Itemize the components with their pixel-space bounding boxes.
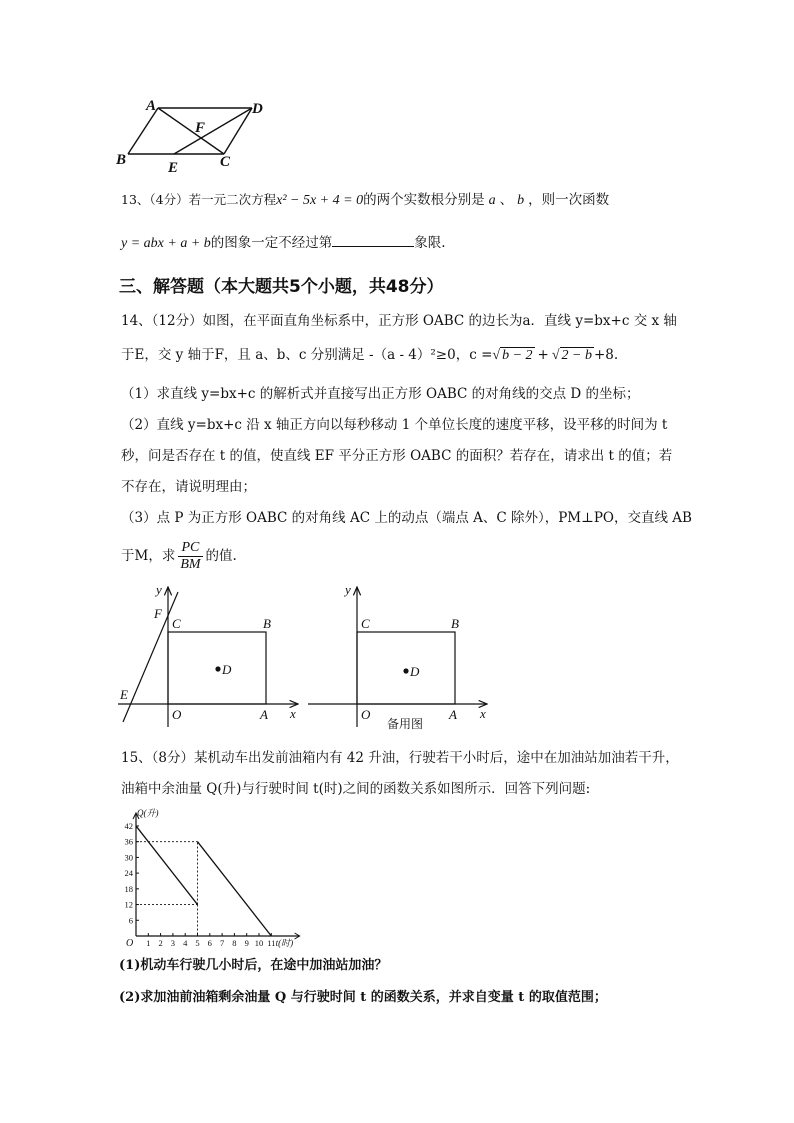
q13-root-a: a (488, 193, 496, 208)
q14-part3-line2 (121, 536, 237, 576)
label-B: B (451, 616, 459, 631)
label-A: A (146, 98, 157, 114)
series-line-1 (136, 826, 198, 905)
q13-root-b: b (517, 193, 525, 208)
q15-question2: (2)求加油前油箱剩余油量 Q 与行驶时间 t 的函数关系，并求自变量 t 的取值范围； (119, 990, 607, 1005)
label-E: E (168, 160, 179, 176)
edge-DC (224, 108, 252, 154)
origin-label: O (126, 938, 134, 948)
label-C: C (361, 616, 370, 631)
q14-part2-line1: （2）直线 y=bx+c 沿 x 轴正方向以每秒移动 1 个单位长度的速度平移，设平移的时间为 t (121, 417, 668, 433)
q13-sep: 、 (499, 192, 514, 208)
label-y: y (156, 582, 162, 597)
q14-line2 (121, 345, 618, 366)
q14-sqrt2: √ 2 − b (551, 348, 592, 363)
x-tick-label: 10 (254, 938, 264, 948)
label-D: D (222, 662, 232, 677)
square-OABC (357, 632, 455, 704)
x-tick-label: 9 (244, 938, 249, 948)
q13-answer-blank[interactable] (332, 232, 414, 247)
x-tick-label: 8 (232, 938, 237, 948)
label-F: F (154, 606, 162, 621)
x-tick-label: 7 (219, 938, 225, 948)
q14-part3-pre: 于M，求 (121, 548, 176, 564)
label-D: D (252, 101, 263, 117)
y-tick-label: 36 (124, 836, 133, 847)
section-3-title: 三、解答题（本大题共5个小题，共48分） (119, 277, 444, 297)
x-tick-label: 11 (267, 938, 276, 948)
x-tick-label: 3 (170, 938, 176, 948)
label-x: x (480, 706, 486, 721)
parallelogram-figure (112, 96, 272, 178)
y-tick-label: 12 (124, 899, 133, 910)
fuel-chart (114, 808, 314, 948)
label-D: D (410, 664, 420, 679)
y-tick-label: 6 (128, 915, 133, 926)
edge-AB (128, 108, 158, 154)
y-axis-label: Q(升) (137, 808, 159, 818)
q14-part3-line1: （3）点 P 为正方形 OABC 的对角线 AC 上的动点（端点 A、C 除外），PM⊥PO，交直线 AB (121, 510, 692, 526)
series-line-2 (198, 842, 272, 936)
spare-figure-caption: 备用图 (387, 717, 424, 730)
x-tick-label: 6 (207, 938, 212, 948)
q13-function: y = abx + a + b (121, 236, 211, 251)
x-tick-label: 5 (195, 938, 200, 948)
q14-line2-end: +8. (593, 347, 619, 363)
q13-line2-text: 的图象一定不经过第 (210, 235, 333, 251)
q13-mid: 的两个实数根分别是 (363, 192, 485, 208)
q14-line1: 14、（12分）如图，在平面直角坐标系中，正方形 OABC 的边长为a．直线 y=bx+c 交 x 轴 (121, 313, 677, 329)
x-axis-label: t(时) (275, 938, 294, 948)
label-y: y (345, 582, 351, 597)
label-F: F (195, 120, 206, 136)
q14-plus: + (537, 347, 549, 363)
y-tick-label: 30 (124, 852, 133, 863)
line-EF (123, 592, 178, 722)
point-D (403, 668, 408, 673)
y-tick-label: 24 (124, 868, 133, 879)
q15-line2: 油箱中余油量 Q(升)与行驶时间 t(时)之间的函数关系如图所示．回答下列问题: (121, 781, 591, 797)
q15-question1: (1)机动车行驶几小时后，在途中加油站加油？ (119, 958, 388, 973)
q13-prefix: 13、（4分）若一元二次方程 (121, 192, 277, 207)
label-A: A (449, 707, 457, 722)
q13-line2 (121, 232, 446, 254)
label-E: E (120, 687, 128, 702)
x-tick-label: 2 (158, 938, 163, 948)
label-B: B (116, 152, 127, 168)
q14-figure-spare (305, 582, 495, 730)
q13-line1 (121, 190, 609, 211)
fraction-pc-bm: $\frac{PC}{BM}$ (180, 540, 201, 572)
label-C: C (220, 154, 231, 170)
q14-line2-pre: 于E，交 y 轴于F，且 a、b、c 分别满足 -（a - 4）²≥0，c = (121, 347, 493, 363)
q14-part2-line3: 不存在，请说明理由； (121, 479, 256, 495)
y-tick-label: 18 (124, 883, 133, 894)
x-tick-label: 4 (183, 938, 188, 948)
q14-part3-end: 的值. (205, 548, 237, 564)
q14-part2-line2: 秒，问是否存在 t 的值，使直线 EF 平分正方形 OABC 的面积？若存在，请求出 t 的值；若 (121, 448, 673, 464)
y-tick-label: 42 (124, 820, 133, 831)
x-tick-label: 1 (146, 938, 151, 948)
q13-line2-end: 象限. (414, 235, 446, 251)
label-x: x (290, 706, 296, 721)
q13-suffix: ，则一次函数 (528, 192, 610, 208)
label-O: O (361, 707, 371, 722)
point-D (215, 666, 220, 671)
label-A: A (260, 707, 268, 722)
label-B: B (263, 616, 271, 631)
q14-figure-main (112, 582, 307, 730)
q14-sqrt1: √ b − 2 (492, 348, 533, 363)
label-O: O (172, 707, 182, 722)
q13-equation: x² − 5x + 4 = 0 (276, 193, 364, 208)
q15-line1: 15、（8分）某机动车出发前油箱内有 42 升油，行驶若干小时后，途中在加油站加油若干升， (121, 750, 679, 766)
label-C: C (172, 616, 181, 631)
q14-part1: （1）求直线 y=bx+c 的解析式并直接写出正方形 OABC 的对角线的交点 D 的坐标； (121, 386, 640, 402)
